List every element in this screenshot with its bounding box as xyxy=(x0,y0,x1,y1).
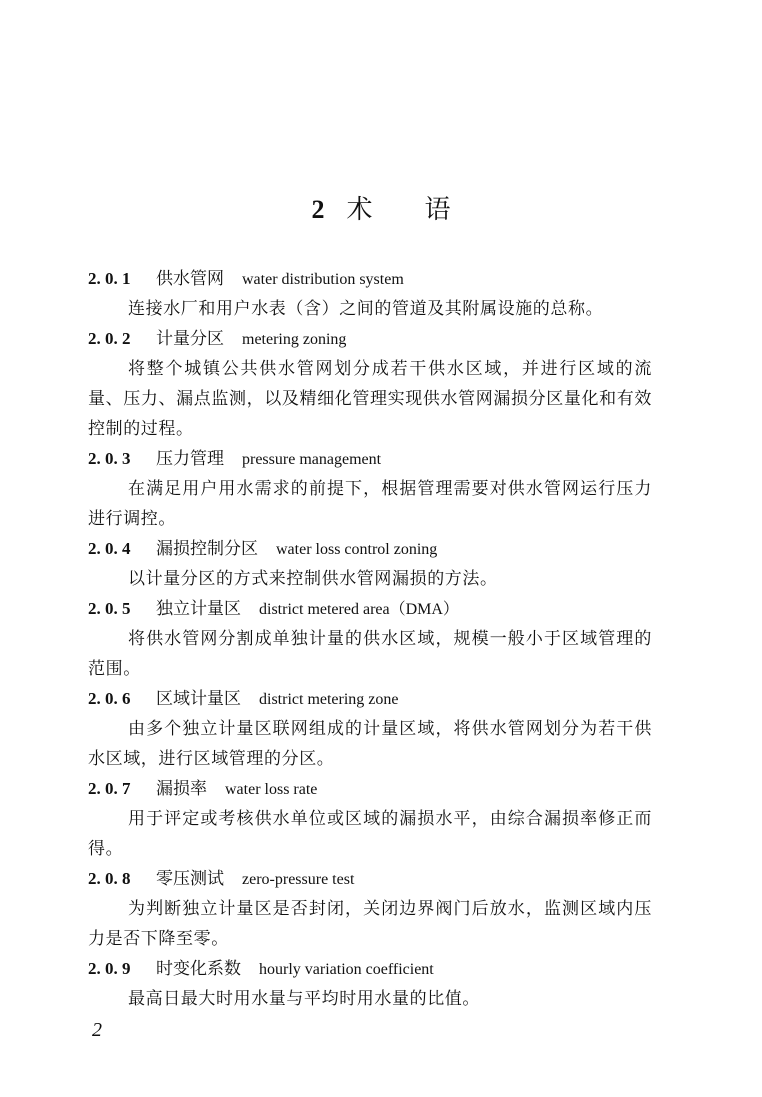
term-definition: 将供水管网分割成单独计量的供水区域，规模一般小于区域管理的范围。 xyxy=(88,629,652,679)
term-definition: 将整个城镇公共供水管网划分成若干供水区域，并进行区域的流量、压力、漏点监测，以及精细化管理实现供水管网漏损分区量化和有效控制的过程。 xyxy=(88,359,652,439)
term-heading xyxy=(88,444,652,474)
chapter-title-char-2: 语 xyxy=(424,195,451,225)
term-definition: 在满足用户用水需求的前提下，根据管理需要对供水管网运行压力进行调控。 xyxy=(88,479,652,529)
term-definition: 以计量分区的方式来控制供水管网漏损的方法。 xyxy=(128,569,498,589)
term-heading xyxy=(88,534,652,564)
term-chinese: 供水管网 xyxy=(156,269,224,289)
term-entry xyxy=(88,594,652,684)
term-definition: 用于评定或考核供水单位或区域的漏损水平，由综合漏损率修正而得。 xyxy=(88,809,652,859)
term-english: water loss rate xyxy=(225,781,318,798)
term-list xyxy=(88,264,652,1014)
term-chinese: 计量分区 xyxy=(156,329,224,349)
term-number: 2. 0. 7 xyxy=(88,779,131,798)
term-definition: 连接水厂和用户水表（含）之间的管道及其附属设施的总称。 xyxy=(128,299,604,319)
term-entry xyxy=(88,864,652,954)
term-chinese: 漏损控制分区 xyxy=(156,539,258,559)
term-entry xyxy=(88,534,652,594)
term-heading xyxy=(88,594,652,624)
term-chinese: 压力管理 xyxy=(156,449,224,469)
term-number: 2. 0. 1 xyxy=(88,269,131,288)
term-chinese: 零压测试 xyxy=(156,869,224,889)
term-chinese: 独立计量区 xyxy=(156,599,241,619)
term-english: zero-pressure test xyxy=(242,871,355,888)
term-chinese: 漏损率 xyxy=(156,779,207,799)
term-english: district metering zone xyxy=(259,691,399,708)
chapter-number: 2 xyxy=(311,195,325,224)
term-english: water loss control zoning xyxy=(276,541,438,558)
term-heading xyxy=(88,264,652,294)
term-english: metering zoning xyxy=(242,331,347,348)
term-number: 2. 0. 3 xyxy=(88,449,131,468)
term-entry xyxy=(88,774,652,864)
term-number: 2. 0. 5 xyxy=(88,599,131,618)
term-entry xyxy=(88,444,652,534)
term-heading xyxy=(88,864,652,894)
term-chinese: 区域计量区 xyxy=(156,689,241,709)
term-chinese: 时变化系数 xyxy=(156,959,241,979)
term-heading xyxy=(88,774,652,804)
chapter-title xyxy=(0,193,762,227)
term-number: 2. 0. 9 xyxy=(88,959,131,978)
chapter-title-char-1: 术 xyxy=(346,195,373,225)
term-heading xyxy=(88,954,652,984)
term-definition: 最高日最大时用水量与平均时用水量的比值。 xyxy=(128,989,480,1009)
term-definition: 为判断独立计量区是否封闭，关闭边界阀门后放水，监测区域内压力是否下降至零。 xyxy=(88,899,652,949)
term-definition: 由多个独立计量区联网组成的计量区域，将供水管网划分为若干供水区域，进行区域管理的分区。 xyxy=(88,719,652,769)
term-entry xyxy=(88,324,652,444)
term-entry xyxy=(88,954,652,1014)
term-entry xyxy=(88,264,652,324)
term-english: district metered area（DMA） xyxy=(259,601,459,618)
term-entry xyxy=(88,684,652,774)
term-number: 2. 0. 4 xyxy=(88,539,131,558)
term-english: pressure management xyxy=(242,451,382,468)
term-number: 2. 0. 2 xyxy=(88,329,131,348)
term-english: water distribution system xyxy=(242,271,404,288)
term-number: 2. 0. 8 xyxy=(88,869,131,888)
term-number: 2. 0. 6 xyxy=(88,689,131,708)
term-english: hourly variation coefficient xyxy=(259,961,434,978)
page-number: 2 xyxy=(92,1019,102,1041)
term-heading xyxy=(88,684,652,714)
term-heading xyxy=(88,324,652,354)
